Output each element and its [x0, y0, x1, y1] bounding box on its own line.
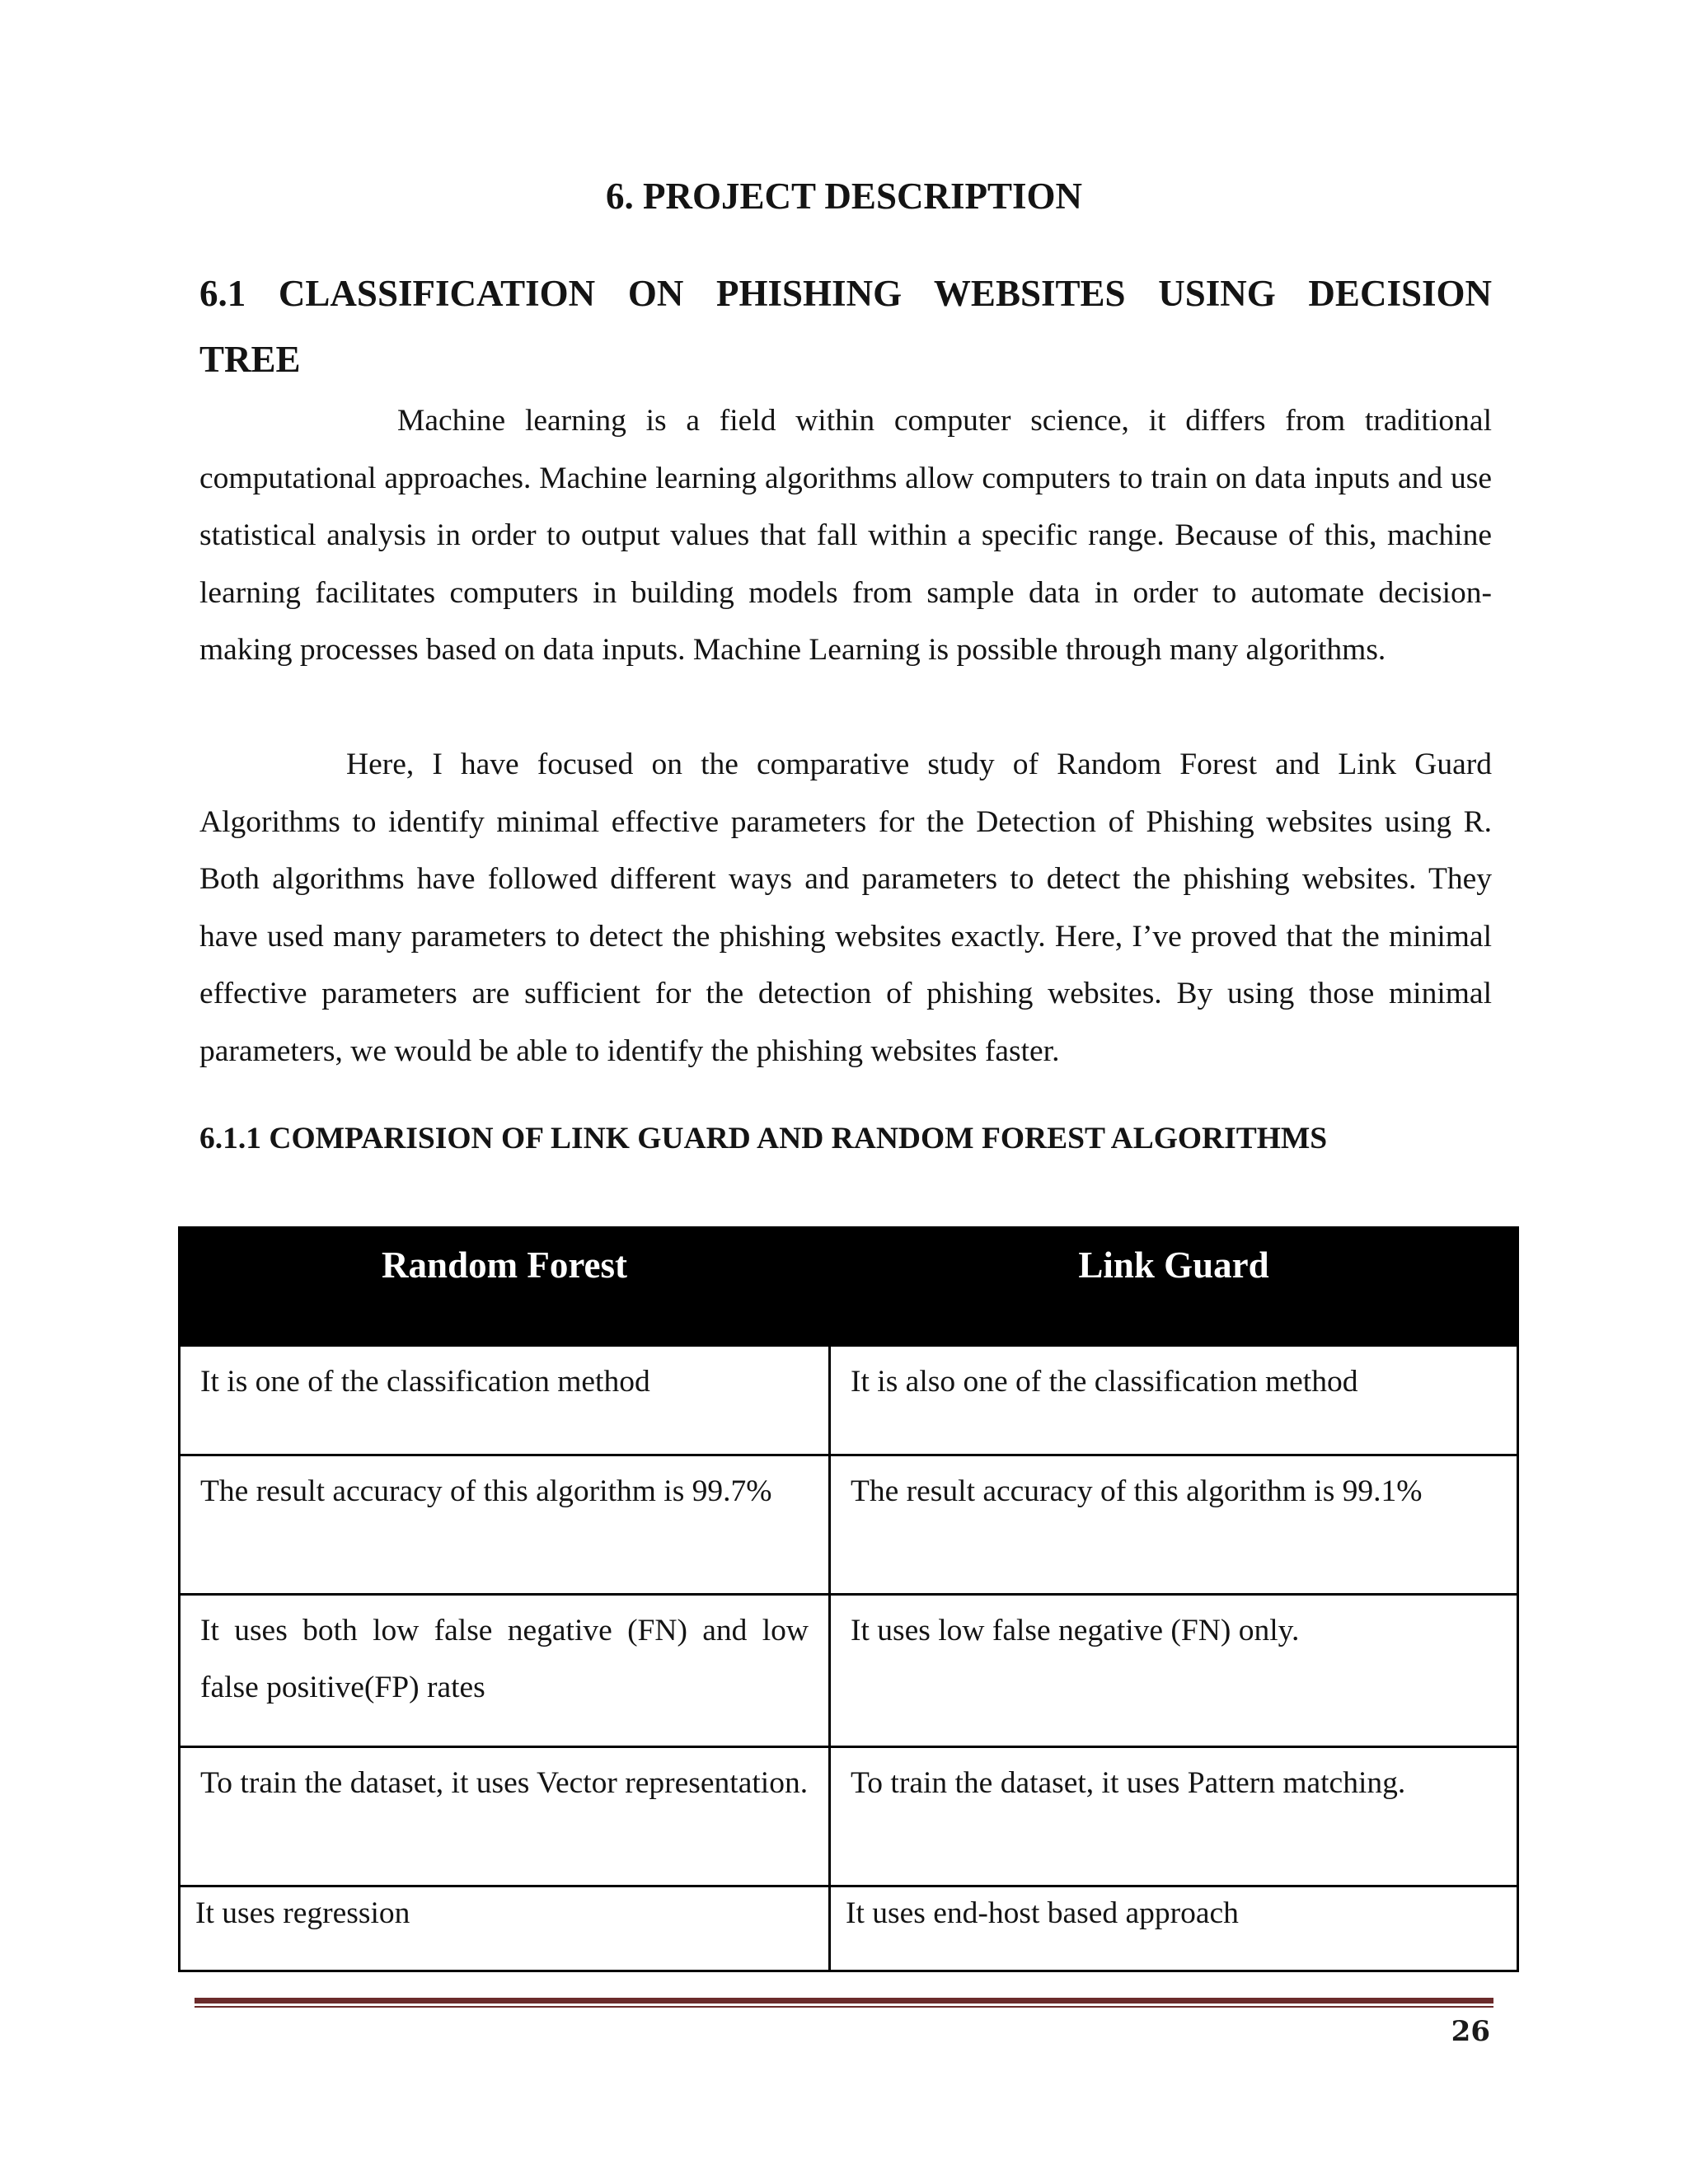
subsection-title: 6.1.1 COMPARISION OF LINK GUARD AND RANDOM FOREST ALGORITHMS: [199, 1122, 1328, 1155]
link-guard-cell: The result accuracy of this algorithm is 99.1%: [830, 1455, 1518, 1595]
link-guard-cell: [830, 1886, 1518, 1971]
footer-rule-thick: [195, 1998, 1493, 2004]
link-guard-cell: To train the dataset, it uses Pattern matching.: [830, 1747, 1518, 1886]
table-row: [180, 1595, 1518, 1747]
footer-rule-thin: [195, 2006, 1493, 2008]
table-row: [180, 1346, 1518, 1455]
page-number: 26: [1451, 2015, 1490, 2048]
section-title: 6.1 CLASSIFICATION ON PHISHING WEBSITES USING DECISION TREE: [199, 273, 1492, 380]
header-random-forest: Random Forest: [180, 1228, 830, 1346]
table-row: [180, 1747, 1518, 1886]
link-guard-cell-text: It uses end-host based approach: [846, 1896, 1239, 1930]
table-header-row: [180, 1228, 1518, 1346]
random-forest-cell: The result accuracy of this algorithm is 99.7%: [180, 1455, 830, 1595]
random-forest-cell: It uses both low false negative (FN) and low false positive(FP) rates: [180, 1595, 830, 1747]
link-guard-cell: It uses low false negative (FN) only.: [830, 1595, 1518, 1747]
intro-paragraph: Machine learning is a field within computer science, it differs from traditional computational approaches. Machine learning algorithms allow computers to train on data inputs and use statistical analysis in order to output values that fall within a specific range. Because of this, machine learning facilitates computers in building models from sample data in order to automate decision-making processes based on data inputs. Machine Learning is possible through many algorithms.: [199, 404, 1492, 667]
comparison-table: [178, 1226, 1519, 1972]
link-guard-cell: It is also one of the classification method: [830, 1346, 1518, 1455]
random-forest-cell-text: It uses regression: [195, 1896, 410, 1930]
focus-paragraph: Here, I have focused on the comparative study of Random Forest and Link Guard Algorithms to identify minimal effective parameters for the Detection of Phishing websites using R. Both algorithms have followed different ways and parameters to detect the phishing websites. They have used many parameters to detect the phishing websites exactly. Here, I’ve proved that the minimal effective parameters are sufficient for the detection of phishing websites. By using those minimal parameters, we would be able to identify the phishing websites faster.: [199, 748, 1492, 1068]
footer-divider: [195, 1998, 1493, 2008]
random-forest-cell: It is one of the classification method: [180, 1346, 830, 1455]
header-link-guard: Link Guard: [830, 1228, 1518, 1346]
random-forest-cell: To train the dataset, it uses Vector representation.: [180, 1747, 830, 1886]
chapter-title: 6. PROJECT DESCRIPTION: [605, 176, 1082, 217]
table-row: [180, 1886, 1518, 1971]
random-forest-cell: [180, 1886, 830, 1971]
table-row: [180, 1455, 1518, 1595]
